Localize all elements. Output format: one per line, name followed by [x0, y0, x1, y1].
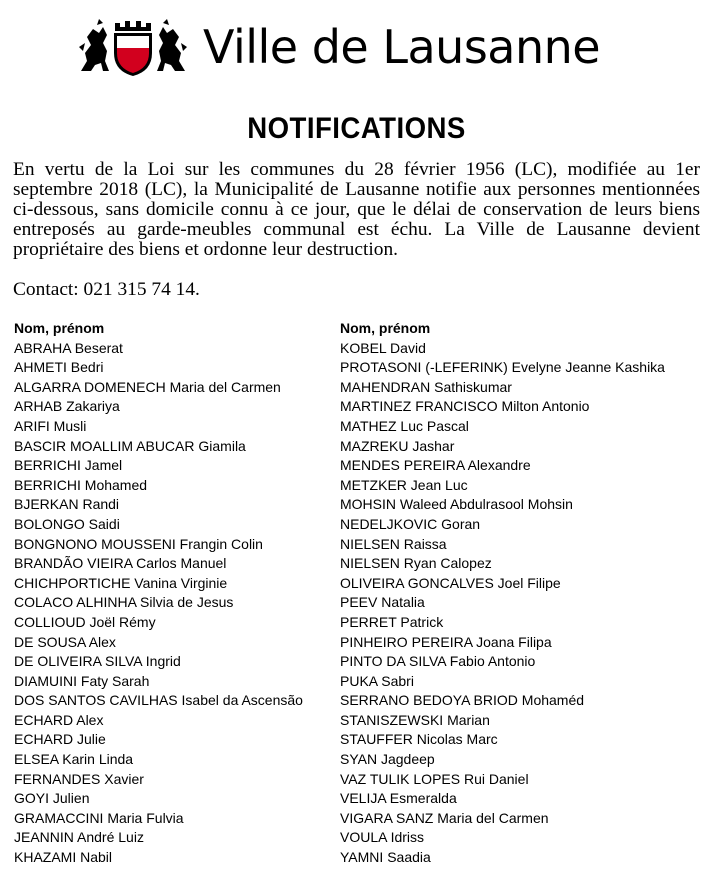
list-item: KOBEL David	[340, 339, 426, 356]
list-item: VOULA Idriss	[340, 829, 425, 846]
names-list-left	[14, 339, 336, 868]
list-item: PERRET Patrick	[340, 613, 444, 630]
list-item: PINHEIRO PEREIRA Joana Filipa	[340, 633, 552, 650]
column-header: Nom, prénom	[14, 320, 105, 336]
list-item: MENDES PEREIRA Alexandre	[340, 457, 531, 474]
names-column-right	[340, 319, 710, 868]
list-item: DOS SANTOS CAVILHAS Isabel da Ascensão	[14, 692, 303, 709]
list-item: STAUFFER Nicolas Marc	[340, 731, 498, 748]
page-title: NOTIFICATIONS	[247, 112, 466, 145]
list-item: OLIVEIRA GONCALVES Joel Filipe	[340, 574, 561, 591]
list-item: BJERKAN Randi	[14, 496, 120, 513]
contact-line: Contact: 021 315 74 14.	[13, 279, 200, 300]
list-item: ABRAHA Beserat	[14, 339, 123, 356]
column-header: Nom, prénom	[340, 320, 431, 336]
list-item: MOHSIN Waleed Abdulrasool Mohsin	[340, 496, 573, 513]
list-item: YAMNI Saadia	[340, 849, 431, 866]
list-item: BERRICHI Mohamed	[14, 476, 148, 493]
list-item: FERNANDES Xavier	[14, 770, 144, 787]
list-item: DE OLIVEIRA SILVA Ingrid	[14, 653, 181, 670]
list-item: BERRICHI Jamel	[14, 457, 123, 474]
list-item: GRAMACCINI Maria Fulvia	[14, 809, 184, 826]
list-item: ECHARD Julie	[14, 731, 106, 748]
list-item: ARIFI Musli	[14, 417, 87, 434]
list-item: NIELSEN Raissa	[340, 535, 447, 552]
list-item: DIAMUINI Faty Sarah	[14, 672, 150, 689]
list-item: NIELSEN Ryan Calopez	[340, 555, 492, 572]
list-item: KHAZAMI Nabil	[14, 849, 113, 866]
notice-paragraph: En vertu de la Loi sur les communes du 28 février 1956 (LC), modifiée au 1er septembre 2018 (LC), la Municipalité de Lausanne notifie aux personnes mentionnées ci-dessous, sans domicile connu à ce jour, que le délai de conservation de leurs biens entreposés au garde-meubles communal est échu. La Ville de Lausanne devient propriétaire des biens et ordonne leur destruction.	[13, 159, 700, 260]
list-item: VAZ TULIK LOPES Rui Daniel	[340, 770, 529, 787]
list-item: JEANNIN André Luiz	[14, 829, 144, 846]
lausanne-coat-of-arms-icon	[77, 17, 189, 77]
list-item: ECHARD Alex	[14, 711, 104, 728]
list-item: STANISZEWSKI Marian	[340, 711, 490, 728]
list-item: MAHENDRAN Sathiskumar	[340, 378, 512, 395]
list-item: DE SOUSA Alex	[14, 633, 116, 650]
list-item: GOYI Julien	[14, 790, 90, 807]
list-item: SERRANO BEDOYA BRIOD Mohaméd	[340, 692, 585, 709]
list-item: ELSEA Karin Linda	[14, 751, 134, 768]
list-item: CHICHPORTICHE Vanina Virginie	[14, 574, 228, 591]
list-item: BONGNONO MOUSSENI Frangin Colin	[14, 535, 263, 552]
list-item: AHMETI Bedri	[14, 359, 104, 376]
list-item: ARHAB Zakariya	[14, 398, 120, 415]
list-item: NEDELJKOVIC Goran	[340, 515, 481, 532]
header	[77, 8, 600, 86]
names-list-right	[340, 339, 710, 868]
list-item: MAZREKU Jashar	[340, 437, 455, 454]
list-item: COLLIOUD Joël Rémy	[14, 613, 156, 630]
list-item: ALGARRA DOMENECH Maria del Carmen	[14, 378, 281, 395]
list-item: PINTO DA SILVA Fabio Antonio	[340, 653, 536, 670]
list-item: BASCIR MOALLIM ABUCAR Giamila	[14, 437, 246, 454]
list-item: BRANDÃO VIEIRA Carlos Manuel	[14, 555, 227, 572]
names-column-left	[14, 319, 336, 868]
list-item: MATHEZ Luc Pascal	[340, 417, 469, 434]
list-item: PROTASONI (-LEFERINK) Evelyne Jeanne Kashika	[340, 359, 665, 376]
brand-name: Ville de Lausanne	[203, 20, 601, 74]
list-item: SYAN Jagdeep	[340, 751, 435, 768]
list-item: BOLONGO Saidi	[14, 515, 120, 532]
list-item: VIGARA SANZ Maria del Carmen	[340, 809, 549, 826]
list-item: MARTINEZ FRANCISCO Milton Antonio	[340, 398, 590, 415]
list-item: PUKA Sabri	[340, 672, 414, 689]
list-item: METZKER Jean Luc	[340, 476, 468, 493]
list-item: PEEV Natalia	[340, 594, 425, 611]
list-item: VELIJA Esmeralda	[340, 790, 457, 807]
list-item: COLACO ALHINHA Silvia de Jesus	[14, 594, 234, 611]
